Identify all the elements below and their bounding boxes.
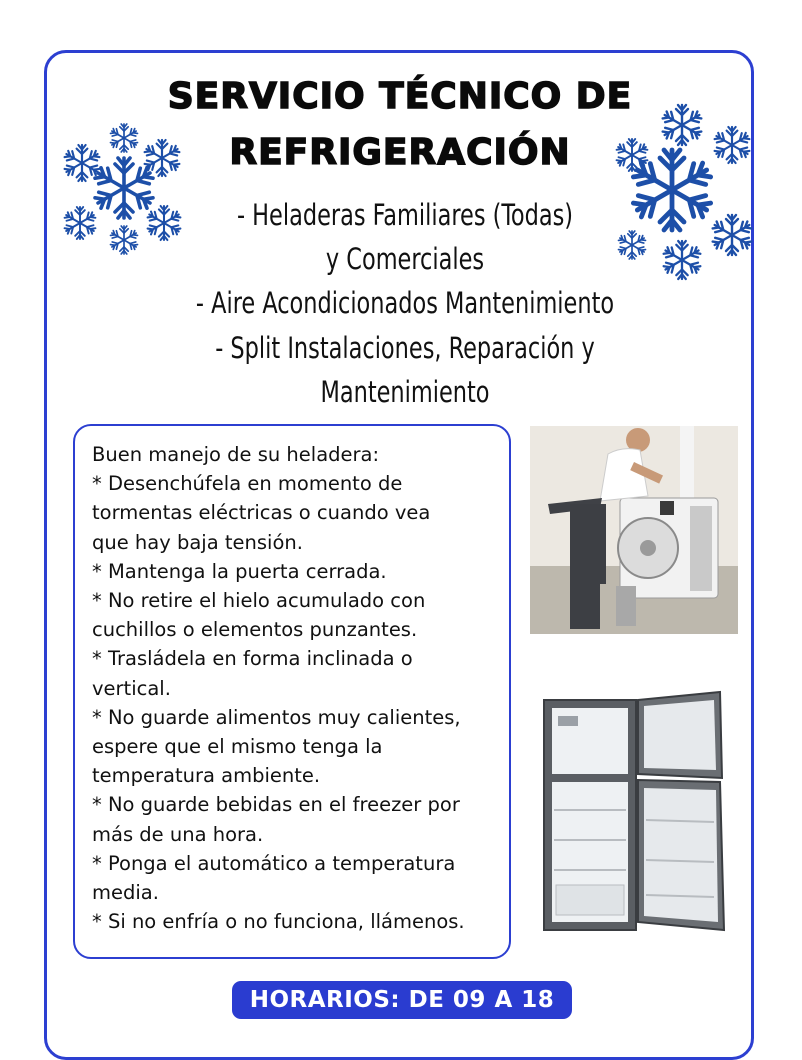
- tip-line: cuchillos o elementos punzantes.: [92, 618, 418, 642]
- service-line-1: - Heladeras Familiares (Todas): [236, 198, 574, 232]
- service-line-2: y Comerciales: [325, 242, 485, 276]
- tip-line: media.: [92, 881, 159, 905]
- tip-line: que hay baja tensión.: [92, 530, 303, 554]
- tip-line: * Ponga el automático a temperatura: [92, 851, 456, 875]
- tips-list: [92, 440, 512, 936]
- tip-line: espere que el mismo tenga la: [92, 735, 383, 759]
- tip-line: más de una hora.: [92, 822, 264, 846]
- tip-line: * No retire el hielo acumulado con: [92, 589, 426, 613]
- tip-line: * Desenchúfela en momento de: [92, 472, 403, 496]
- tip-line: * No guarde bebidas en el freezer por: [92, 793, 460, 817]
- tip-line: temperatura ambiente.: [92, 764, 321, 788]
- service-line-3: - Aire Acondicionados Mantenimiento: [195, 286, 615, 320]
- tip-line: * No guarde alimentos muy calientes,: [92, 705, 461, 729]
- tip-line: tormentas eléctricas o cuando vea: [92, 501, 431, 525]
- tip-line: * Mantenga la puerta cerrada.: [92, 559, 387, 583]
- page-title-line-1: SERVICIO TÉCNICO DE: [167, 76, 633, 117]
- refrigerator-photo: [540, 690, 730, 935]
- technician-ac-photo: [530, 426, 738, 634]
- service-line-4: - Split Instalaciones, Reparación y: [215, 331, 595, 365]
- tips-heading: Buen manejo de su heladera:: [92, 443, 380, 466]
- page-title-line-2: REFRIGERACIÓN: [229, 132, 571, 173]
- tip-line: vertical.: [92, 676, 171, 700]
- business-hours-badge: HORARIOS: DE 09 A 18 HS.: [232, 981, 572, 1019]
- tip-line: * Trasládela en forma inclinada o: [92, 647, 413, 671]
- tip-line: * Si no enfría o no funciona, llámenos.: [92, 910, 465, 934]
- service-line-5: Mantenimiento: [320, 375, 490, 409]
